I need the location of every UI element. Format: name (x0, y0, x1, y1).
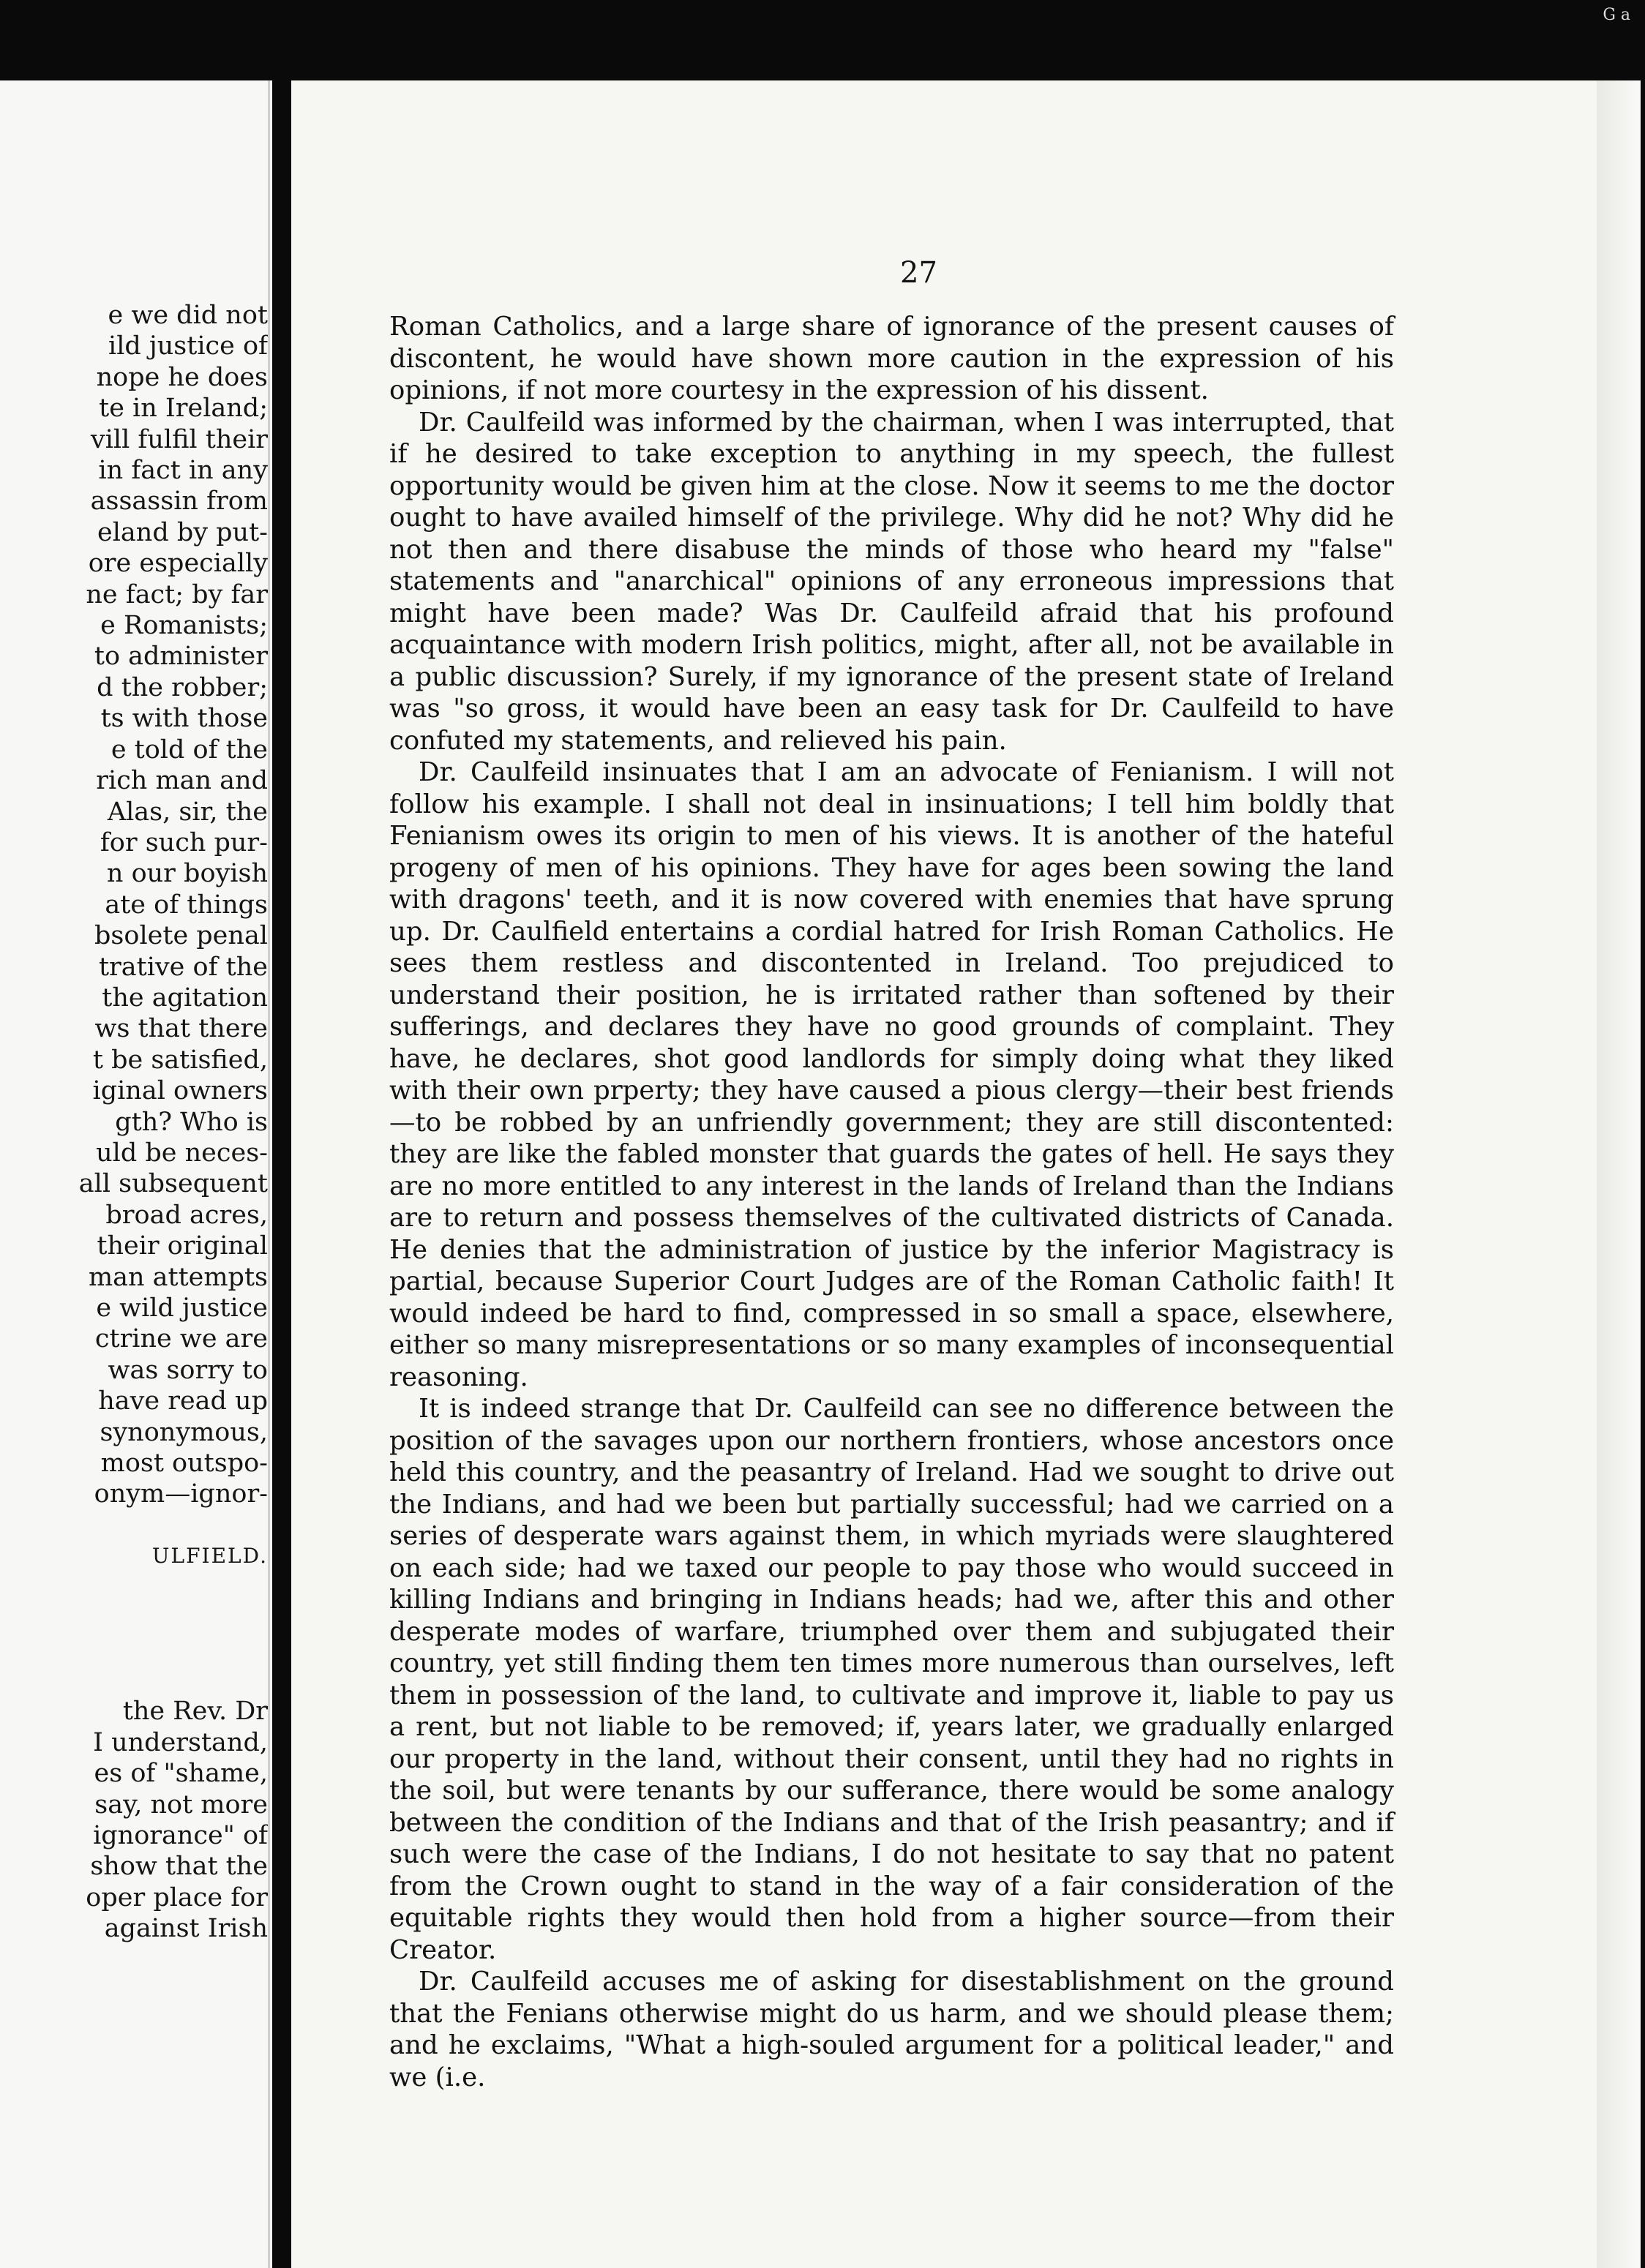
left-column-line: uld be neces- (96, 1138, 268, 1168)
left-column-line: trative of the (98, 952, 268, 982)
left-column-text (0, 300, 268, 1945)
left-column-line: ctrine we are (94, 1324, 268, 1354)
left-column-line: all subsequent (78, 1169, 268, 1199)
left-column-signature: ULFIELD. (151, 1544, 268, 1569)
left-column-line: ate of things (105, 890, 268, 920)
left-column-line: iginal owners (92, 1076, 268, 1106)
left-column-line: e told of the (110, 735, 268, 765)
left-column-line: against Irish (104, 1914, 268, 1944)
left-column-line: I understand, (93, 1727, 268, 1757)
corner-mark: G a (1603, 6, 1630, 24)
body-paragraph: Roman Catholics, and a large share of ignorance of the present causes of discontent, he would have shown more caution in the expression of his opinions, if not more courtesy in the expression of his dissent. (389, 312, 1394, 405)
left-column-line: the agitation (102, 983, 268, 1013)
left-column-line: say, not more (94, 1790, 268, 1820)
left-column-line: most outspo- (100, 1449, 268, 1479)
body-paragraph: It is indeed strange that Dr. Caulfeild can see no difference between the position of the savages upon our northern frontiers, whose ancestors once held this country, and the peasantry of Ireland. Had we sought to drive out the Indians, and had we been but partially successful; had we carried on a series of desperate wars against them, in which myriads were slaughtered on each side; had we taxed our people to pay those who would succeed in killing Indians and bringing in Indians heads; had we, after this and other desperate modes of warfare, triumphed over them and subjugated their country, yet still finding them ten times more numerous than ourselves, left them in possession of the land, to cultivate and improve it, liable to pay us a rent, but not liable to be removed; if, years later, we gradually enlarged our property in the land, without their consent, until they had no rights in the soil, but were tenants by our sufferance, there would be some analogy between the condition of the Indians and that of the Irish peasantry; and if such were the case of the Indians, I do not hesitate to say that no patent from the Crown ought to stand in the way of a fair consideration of the equitable rights they would then hold from a higher source—from their Creator. (389, 1394, 1394, 1965)
left-column-line: d the robber; (97, 672, 268, 702)
left-page (0, 80, 272, 2268)
left-column-line: te in Ireland; (99, 394, 268, 424)
left-column-line: oper place for (86, 1882, 268, 1912)
left-column-line: have read up (98, 1386, 268, 1416)
left-column-line: ne fact; by far (86, 579, 268, 609)
left-column-line: vill fulfil their (90, 424, 268, 454)
left-column-line: gth? Who is (115, 1107, 268, 1137)
left-column-line: rich man and (96, 766, 268, 796)
left-column-line: ild justice of (108, 331, 268, 361)
left-column-line: for such pur- (100, 827, 268, 857)
left-column-line: e wild justice (96, 1293, 268, 1323)
body-paragraph: Dr. Caulfeild insinuates that I am an advocate of Fenianism. I will not follow his example. I shall not deal in insinuations; I tell him boldly that Fenianism owes its origin to men of his views. It is another of the hateful progeny of men of his opinions. They have for ages been sowing the land with dragons' teeth, and it is now covered with enemies that have sprung up. Dr. Caulfield entertains a cordial hatred for Irish Roman Catholics. He sees them restless and discontented in Ireland. Too prejudiced to understand their position, he is irritated rather than softened by their sufferings, and declares they have no good grounds of complaint. They have, he declares, shot good landlords for simply doing what they liked with their own prperty; they have caused a pious clergy—their best friends—to be robbed by an unfriendly government; they are still discontented: they are like the fabled monster that guards the gates of hell. He says they are no more entitled to any interest in the lands of Ireland than the Indians are to return and possess themselves of the cultivated districts of Canada. He denies that the administration of justice by the inferior Magistracy is partial, because Superior Court Judges are of the Roman Catholic faith! It would indeed be hard to find, compressed in so small a space, elsewhere, either so many misrepresentations or so many examples of inconsequential reasoning. (389, 757, 1394, 1392)
left-column-line: es of "shame, (94, 1759, 268, 1789)
left-column-line: ore especially (88, 549, 268, 579)
left-column-line: to administer (94, 642, 268, 672)
left-column-line: broad acres, (105, 1200, 268, 1230)
left-column-line: bsolete penal (94, 921, 268, 951)
left-column-line: ignorance" of (93, 1820, 268, 1850)
left-column-line: nope he does (96, 362, 268, 392)
left-column-line: onym—ignor- (94, 1479, 268, 1509)
left-column-line: t be satisfied, (92, 1045, 268, 1075)
left-column-line: in fact in any (98, 456, 268, 486)
left-column-line: their original (97, 1231, 268, 1261)
body-paragraph: Dr. Caulfeild accuses me of asking for disestablishment on the ground that the Fenians otherwise might do us harm, and we should please them; and he exclaims, "What a high-souled argument for a political leader," and we (i.e. (389, 1967, 1394, 2092)
gutter-divider (268, 80, 270, 2268)
page-number: 27 (900, 256, 937, 290)
main-body-text (389, 311, 1394, 2093)
left-column-line: ts with those (100, 704, 268, 734)
left-column-line: e Romanists; (100, 611, 268, 641)
left-column-line: Alas, sir, the (107, 797, 268, 827)
left-column-line: assassin from (90, 487, 268, 517)
left-column-line: eland by put- (97, 517, 268, 547)
left-column-line: synonymous, (100, 1417, 268, 1447)
left-column-line: show that the (90, 1852, 268, 1882)
left-column-line: n our boyish (106, 859, 268, 889)
left-column-line: e we did not (108, 301, 268, 330)
left-column-line: was sorry to (108, 1355, 268, 1385)
body-paragraph: Dr. Caulfeild was informed by the chairman, when I was interrupted, that if he desired to take exception to anything in my speech, the fullest opportunity would be given him at the close. Now it seems to me the doctor ought to have availed himself of the privilege. Why did he not? Why did he not then and there disabuse the minds of those who heard my "false" statements and "anarchical" opinions of any erroneous impressions that might have been made? Was Dr. Caulfeild afraid that his profound acquaintance with modern Irish politics, might, after all, not be available in a public discussion? Surely, if my ignorance of the present state of Ireland was "so gross, it would have been an easy task for Dr. Caulfeild to have confuted my statements, and relieved his pain. (389, 407, 1394, 756)
left-column-line: man attempts (88, 1262, 268, 1292)
left-column-line: the Rev. Dr (122, 1697, 268, 1727)
left-column-line: ws that there (94, 1014, 268, 1044)
page-edge (1597, 80, 1641, 2268)
